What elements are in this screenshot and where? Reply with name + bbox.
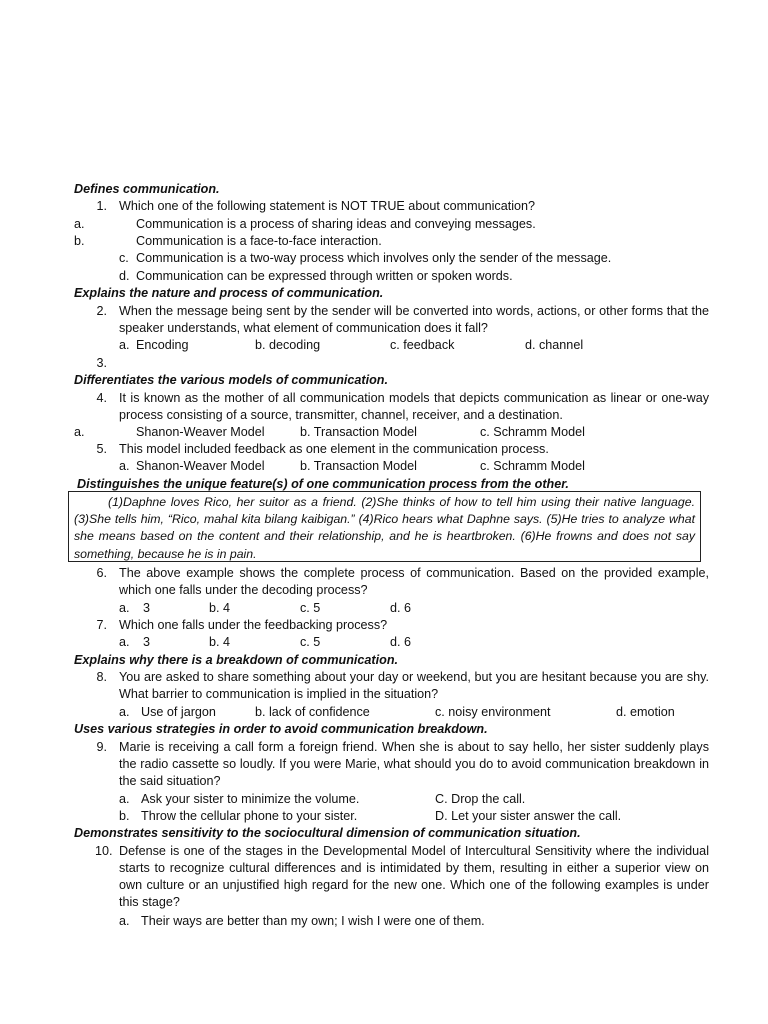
- option-a: Ask your sister to minimize the volume.: [141, 792, 360, 806]
- option-a: Shanon-Weaver Model: [136, 459, 265, 473]
- question-text: Which one of the following statement is NOT TRUE about communication?: [119, 199, 536, 213]
- option-c: C. Drop the call.: [435, 792, 526, 806]
- question-text: The above example shows the complete process of communication. Based on the provided example, which one falls under the decoding process?: [119, 566, 709, 597]
- option-label: d.: [119, 269, 130, 283]
- question-text: Defense is one of the stages in the Developmental Model of Intercultural Sensitivity where the individual starts to recognize cultural differences and is intimidated by them, resulting in either a superior view on own culture or an unjustified high regard for the new one. Which one of the following examples is under this stage?: [119, 844, 709, 909]
- option-c: c. noisy environment: [435, 705, 551, 719]
- question-number: 5.: [96, 442, 107, 456]
- option-c: c. Schramm Model: [480, 459, 585, 473]
- option-b: b. Transaction Model: [300, 425, 417, 439]
- option-d: d. 6: [390, 601, 412, 615]
- option-b: b. 4: [209, 635, 231, 649]
- option-a: Their ways are better than my own; I wish I were one of them.: [141, 914, 485, 928]
- option-label: a.: [119, 601, 130, 615]
- option-b: b. 4: [209, 601, 231, 615]
- option-a: 3: [143, 635, 151, 649]
- section-heading: Defines communication.: [74, 182, 220, 196]
- scenario-text: (1)Daphne loves Rico, her suitor as a friend. (2)She thinks of how to tell him using their native language. (3)She tells him, “Rico, mahal kita bilang kaibigan.” (4)Rico hears what Daphne says. (5)He tries to analyze what she means based on the content and their relationship, and he is heartbroken. (6)He frowns and does not say something, because he is in pain.: [74, 495, 695, 561]
- section-heading: Differentiates the various models of communication.: [74, 373, 388, 387]
- option-d: d. 6: [390, 635, 412, 649]
- section-heading: Demonstrates sensitivity to the sociocultural dimension of communication situation.: [74, 826, 581, 840]
- option-c: c. 5: [300, 635, 321, 649]
- option-label: a.: [119, 338, 130, 352]
- option-c: Communication is a two-way process which involves only the sender of the message.: [136, 251, 612, 265]
- question-number: 6.: [96, 566, 107, 580]
- question-number: 7.: [96, 618, 107, 632]
- question-number: 1.: [96, 199, 107, 213]
- option-b: b. decoding: [255, 338, 321, 352]
- option-c: c. feedback: [390, 338, 455, 352]
- question-number: 10.: [95, 844, 113, 858]
- section-heading: Explains why there is a breakdown of communication.: [74, 653, 399, 667]
- option-label: a.: [119, 792, 130, 806]
- option-label: a.: [74, 425, 85, 439]
- question-text: It is known as the mother of all communication models that depicts communication as linear or one-way process consisting of a source, transmitter, channel, receiver, and a destination.: [119, 391, 709, 422]
- option-label: b.: [119, 809, 130, 823]
- option-a: Use of jargon: [141, 705, 216, 719]
- question-text: Which one falls under the feedbacking process?: [119, 618, 388, 632]
- option-b: Throw the cellular phone to your sister.: [141, 809, 358, 823]
- option-label: a.: [119, 705, 130, 719]
- question-number: 9.: [96, 740, 107, 754]
- section-heading: Distinguishes the unique feature(s) of one communication process from the other.: [77, 477, 569, 491]
- question-number: 2.: [96, 304, 107, 318]
- scenario-box: [68, 491, 701, 562]
- option-label: a.: [119, 635, 130, 649]
- option-label: b.: [74, 234, 85, 248]
- option-label: c.: [119, 251, 129, 265]
- option-b: b. lack of confidence: [255, 705, 370, 719]
- option-d: d. channel: [525, 338, 584, 352]
- option-d: d. emotion: [616, 705, 675, 719]
- question-number: 4.: [96, 391, 107, 405]
- option-label: a.: [74, 217, 85, 231]
- option-d: D. Let your sister answer the call.: [435, 809, 622, 823]
- option-b: b. Transaction Model: [300, 459, 417, 473]
- question-text: You are asked to share something about your day or weekend, but you are hesitant because you are shy. What barrier to communication is implied in the situation?: [119, 670, 709, 701]
- question-text: When the message being sent by the sender will be converted into words, actions, or other forms that the speaker understands, what element of communication does it fall?: [119, 304, 709, 335]
- section-heading: Explains the nature and process of communication.: [74, 286, 384, 300]
- option-b: Communication is a face-to-face interaction.: [136, 234, 382, 248]
- question-text: This model included feedback as one element in the communication process.: [119, 442, 549, 456]
- option-a: Communication is a process of sharing ideas and conveying messages.: [136, 217, 536, 231]
- question-number: 3.: [96, 356, 107, 370]
- section-heading: Uses various strategies in order to avoid communication breakdown.: [74, 722, 488, 736]
- question-text: Marie is receiving a call form a foreign friend. When she is about to say hello, her sister suddenly plays the radio cassette so loudly. If you were Marie, what should you do to avoid communication breakdown in the said situation?: [119, 740, 709, 788]
- option-c: c. Schramm Model: [480, 425, 585, 439]
- option-a: Shanon-Weaver Model: [136, 425, 265, 439]
- option-label: a.: [119, 914, 130, 928]
- option-a: 3: [143, 601, 151, 615]
- option-label: a.: [119, 459, 130, 473]
- option-a: Encoding: [136, 338, 189, 352]
- option-d: Communication can be expressed through written or spoken words.: [136, 269, 513, 283]
- question-number: 8.: [96, 670, 107, 684]
- option-c: c. 5: [300, 601, 321, 615]
